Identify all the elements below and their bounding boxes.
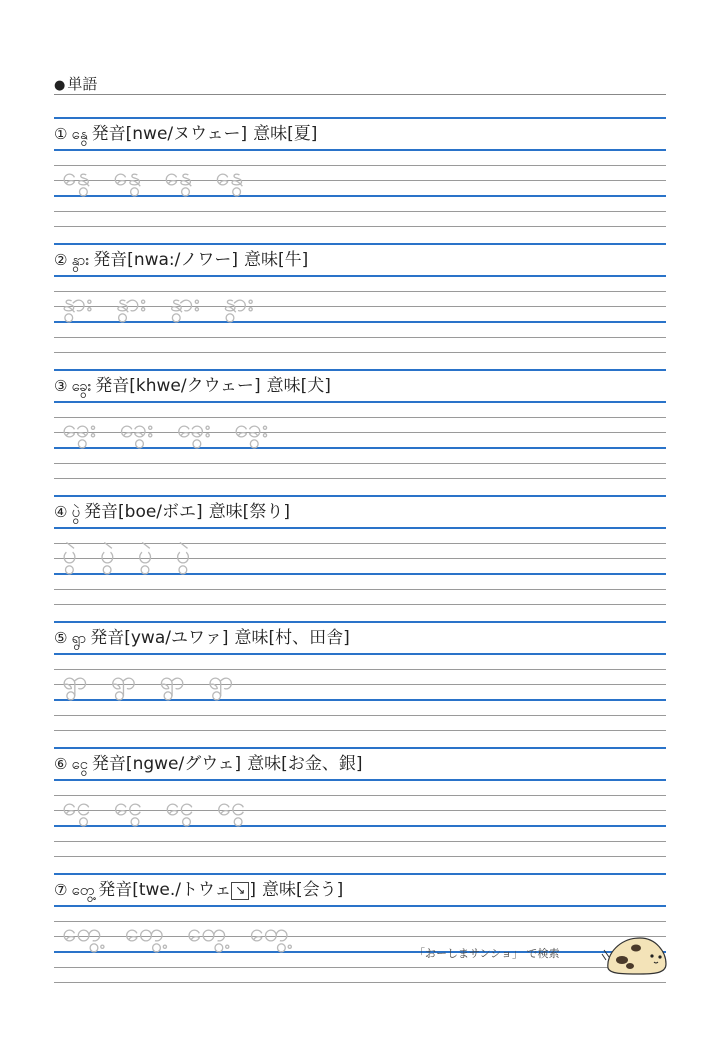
vocab-entry <box>54 221 666 347</box>
trace-word[interactable]: တွေ့ <box>62 918 103 948</box>
vocab-entry <box>54 851 666 977</box>
footer-search-text: 「おーしまサンショ」 で検索 <box>414 947 560 960</box>
section-title <box>54 74 666 94</box>
meaning-label: 意味[ <box>234 628 276 648</box>
burmese-word: နွား <box>71 251 90 269</box>
meaning-close: ] <box>355 754 363 774</box>
ruled-line-blue <box>54 621 666 623</box>
ruled-line-gray <box>54 211 666 212</box>
trace-word[interactable]: ခွေး <box>176 414 212 444</box>
meaning-close: ] <box>324 376 331 396</box>
entry-number: ⑦ <box>54 881 68 899</box>
tracing-row <box>62 411 291 451</box>
ruled-line-blue <box>54 243 666 245</box>
entry-number: ③ <box>54 377 68 395</box>
ruled-line-blue <box>54 747 666 749</box>
burmese-word: နွေ <box>71 125 88 143</box>
trace-word[interactable]: ပွဲ <box>99 540 116 570</box>
trace-word[interactable]: ခွေး <box>119 414 155 444</box>
entry-heading <box>54 499 290 525</box>
pronunciation: ywa/ユワァ <box>130 628 222 648</box>
meaning-label: 意味[ <box>208 502 250 522</box>
entry-heading <box>54 625 350 651</box>
ruled-line-blue <box>54 369 666 371</box>
pronunciation-label: 発音[ <box>91 124 133 144</box>
pronunciation-close: ] <box>249 880 256 900</box>
trace-word[interactable]: ငွေ <box>165 792 195 822</box>
section-title-text: 単語 <box>67 75 98 93</box>
ruled-line-blue <box>54 779 666 781</box>
trace-word[interactable]: နွား <box>62 288 94 318</box>
trace-word[interactable]: ပွဲ <box>62 540 78 570</box>
trace-word[interactable]: ရွာ <box>207 666 235 696</box>
meaning-label: 意味[ <box>247 754 288 774</box>
meaning-close: ] <box>310 124 318 144</box>
vocabulary-list <box>54 95 666 977</box>
trace-word[interactable]: ခွေး <box>233 414 270 444</box>
tracing-row <box>62 789 268 829</box>
entry-number: ② <box>54 251 68 269</box>
trace-word[interactable]: ရွာ <box>159 666 186 696</box>
entry-number: ⑥ <box>54 755 68 773</box>
pronunciation: khwe/クウェー <box>135 376 254 396</box>
ruled-line-gray <box>54 337 666 338</box>
pronunciation-label: 発音[ <box>84 502 125 522</box>
entry-number: ⑤ <box>54 629 68 647</box>
ruled-line-blue <box>54 117 666 119</box>
entry-heading <box>54 751 362 777</box>
ruled-line-blue <box>54 495 666 497</box>
pronunciation-close: ] <box>231 250 239 270</box>
burmese-word: တွေ့ <box>71 881 95 899</box>
meaning-label: 意味[ <box>253 124 294 144</box>
meaning-close: ] <box>336 880 344 900</box>
pronunciation-close: ] <box>221 628 229 648</box>
ruled-line-blue <box>54 905 666 907</box>
burmese-word: ခွေး <box>71 377 92 395</box>
trace-word[interactable]: နွေ <box>164 162 194 192</box>
pronunciation: nwa:/ノワー <box>133 250 232 270</box>
vocab-entry <box>54 725 666 851</box>
trace-word[interactable]: တွေ့ <box>186 918 228 948</box>
meaning: 村、田舎 <box>275 628 344 648</box>
entry-heading <box>54 121 317 147</box>
ruled-line-blue <box>54 275 666 277</box>
meaning: 犬 <box>307 376 325 396</box>
tracing-row <box>62 915 312 955</box>
ruled-line-blue <box>54 873 666 875</box>
tone-mark-icon: ↘ <box>231 882 249 900</box>
burmese-word: ငွေ <box>71 755 88 773</box>
meaning-close: ] <box>283 502 290 522</box>
mascot-illustration <box>600 932 670 976</box>
pronunciation-close: ] <box>253 376 261 396</box>
trace-word[interactable]: တွေ့ <box>124 918 165 948</box>
ruled-line-blue <box>54 149 666 151</box>
ruled-line-gray <box>54 715 666 716</box>
pronunciation: boe/ボエ <box>124 502 197 522</box>
tracing-row <box>62 285 277 325</box>
bullet: ● <box>54 78 66 93</box>
entry-heading <box>54 247 308 273</box>
entry-number: ① <box>54 125 68 143</box>
entry-heading <box>54 877 343 903</box>
trace-word[interactable]: နွေ <box>215 162 245 192</box>
ruled-line-gray <box>54 841 666 842</box>
trace-word[interactable]: ရွာ <box>110 666 138 696</box>
entry-number: ④ <box>54 503 68 521</box>
ruled-line-blue <box>54 653 666 655</box>
meaning-close: ] <box>301 250 309 270</box>
pronunciation-close: ] <box>240 124 248 144</box>
burmese-word: ပွဲ <box>71 503 81 521</box>
trace-word[interactable]: တွေ့ <box>249 918 290 948</box>
meaning-label: 意味[ <box>244 250 285 270</box>
vocab-entry <box>54 473 666 599</box>
trace-word[interactable]: ပွဲ <box>137 540 154 570</box>
pronunciation: nwe/ヌウェー <box>132 124 241 144</box>
meaning: 夏 <box>293 124 311 144</box>
meaning: お金、銀 <box>287 754 356 774</box>
trace-word[interactable]: ပွဲ <box>175 540 192 570</box>
ruled-line-gray <box>54 982 666 983</box>
burmese-word: ရွာ <box>71 629 87 647</box>
meaning: 祭り <box>249 502 284 522</box>
pronunciation-close: ] <box>196 502 203 522</box>
pronunciation-label: 発音[ <box>98 880 139 900</box>
vocab-entry <box>54 599 666 725</box>
meaning: 牛 <box>284 250 302 270</box>
pronunciation: ngwe/グウェ <box>132 754 235 774</box>
ruled-line-gray <box>54 589 666 590</box>
trace-word[interactable]: ခွေး <box>62 414 98 444</box>
meaning-close: ] <box>343 628 350 648</box>
trace-word[interactable]: နွား <box>115 288 148 318</box>
pronunciation: twe./トウェ <box>138 880 232 900</box>
vocab-entry <box>54 95 666 221</box>
trace-word[interactable]: ရွာ <box>62 666 89 696</box>
meaning: 会う <box>302 880 337 900</box>
tracing-row <box>62 663 257 703</box>
ruled-line-blue <box>54 401 666 403</box>
trace-word[interactable]: နွေ <box>62 162 92 192</box>
tracing-row <box>62 159 266 199</box>
trace-word[interactable]: ငွေ <box>113 792 144 822</box>
trace-word[interactable]: ငွေ <box>216 792 247 822</box>
meaning-label: 意味[ <box>266 376 308 396</box>
pronunciation-label: 発音[ <box>93 250 134 270</box>
worksheet <box>54 74 666 977</box>
trace-word[interactable]: နွား <box>169 288 202 318</box>
ruled-line-blue <box>54 527 666 529</box>
pronunciation-label: 発音[ <box>90 628 131 648</box>
trace-word[interactable]: နွေ <box>113 162 143 192</box>
trace-word[interactable]: ငွေ <box>62 792 92 822</box>
ruled-line-gray <box>54 967 666 968</box>
pronunciation-label: 発音[ <box>91 754 133 774</box>
meaning-label: 意味[ <box>261 880 303 900</box>
vocab-entry <box>54 347 666 473</box>
ruled-line-gray <box>54 463 666 464</box>
pronunciation-close: ] <box>234 754 242 774</box>
entry-heading <box>54 373 331 399</box>
trace-word[interactable]: နွား <box>223 288 255 318</box>
tracing-row <box>62 537 213 577</box>
pronunciation-label: 発音[ <box>95 376 136 396</box>
